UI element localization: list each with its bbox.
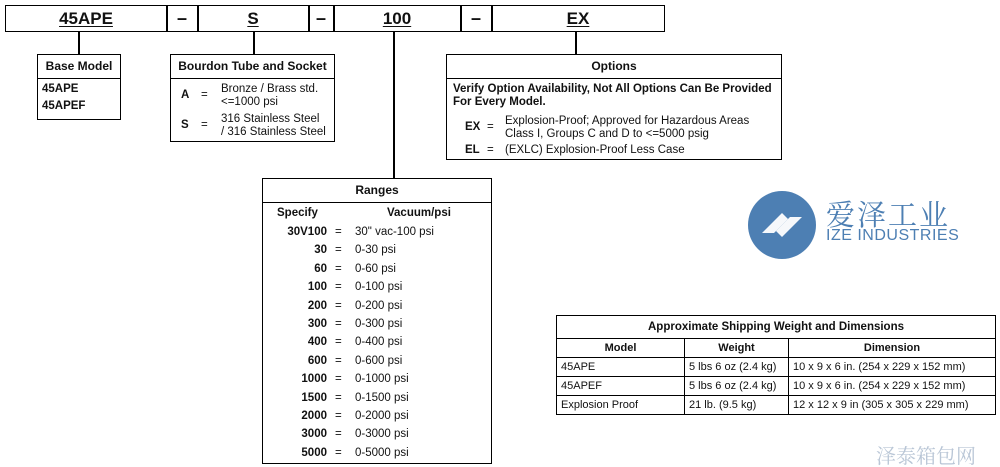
code-base-text: 45APE <box>59 8 113 28</box>
base-model-box <box>37 54 121 120</box>
options-note <box>453 83 772 109</box>
base-model-title: Base Model <box>38 55 120 79</box>
range-code: 30V100 <box>287 226 327 238</box>
range-value: 0-300 psi <box>355 318 403 330</box>
range-value: 0-5000 psi <box>355 446 409 459</box>
range-code: 60 <box>314 262 327 275</box>
option-code: EL <box>465 144 480 156</box>
range-value: 0-60 psi <box>355 262 396 275</box>
range-value: 0-100 psi <box>355 281 403 294</box>
range-eq: = <box>335 373 342 386</box>
range-value: 0-2000 psi <box>355 410 409 422</box>
option-code: EX <box>465 121 481 133</box>
range-code: 30 <box>314 244 327 257</box>
shipping-title: Approximate Shipping Weight and Dimensions <box>557 316 996 339</box>
bourdon-desc-line: / 316 Stainless Steel <box>221 126 326 138</box>
code-range-text: 100 <box>382 8 412 28</box>
bourdon-desc-line: <=1000 psi <box>221 96 278 108</box>
range-code: 1000 <box>301 373 327 386</box>
shipping-header-model: Model <box>557 339 685 358</box>
table-row <box>557 396 996 415</box>
watermark-en: IZE INDUSTRIES <box>826 227 960 244</box>
code-options-text: EX <box>566 8 590 28</box>
connector-base <box>78 32 80 54</box>
options-note-line: For Every Model. <box>453 96 546 108</box>
options-title: Options <box>447 55 781 79</box>
range-value: 0-600 psi <box>355 354 403 367</box>
range-eq: = <box>335 410 342 422</box>
shipping-cell: 10 x 9 x 6 in. (254 x 229 x 152 mm) <box>789 377 996 396</box>
range-code: 600 <box>307 354 327 367</box>
range-eq: = <box>335 446 342 459</box>
code-dash-2: – <box>315 8 326 28</box>
shipping-header-dimension: Dimension <box>789 339 996 358</box>
table-row <box>557 377 996 396</box>
bourdon-code: S <box>181 119 189 131</box>
range-eq: = <box>335 244 342 257</box>
range-eq: = <box>335 354 342 367</box>
code-segment-base <box>6 6 166 31</box>
range-eq: = <box>335 299 342 312</box>
code-dash-3: – <box>470 8 481 28</box>
bourdon-tube-title: Bourdon Tube and Socket <box>171 55 334 79</box>
range-value: 0-1500 psi <box>355 391 409 404</box>
code-segment-options <box>492 6 664 31</box>
range-eq: = <box>335 262 342 275</box>
range-value: 30" vac-100 psi <box>355 226 434 238</box>
option-eq: = <box>487 121 494 133</box>
option-desc: (EXLC) Explosion-Proof Less Case <box>505 144 685 156</box>
range-code: 100 <box>307 281 327 294</box>
shipping-cell: 5 lbs 6 oz (2.4 kg) <box>685 358 789 377</box>
code-dash-1: – <box>176 8 187 28</box>
options-box <box>446 54 782 160</box>
shipping-cell: 45APE <box>557 358 685 377</box>
option-desc-line: Class I, Groups C and D to <=5000 psig <box>505 128 709 140</box>
range-code: 5000 <box>301 446 327 459</box>
range-code: 3000 <box>301 428 327 441</box>
watermark-cn: 爱泽工业 <box>826 198 951 232</box>
range-value: 0-30 psi <box>355 244 396 257</box>
code-segment-range <box>334 6 460 31</box>
range-value: 0-400 psi <box>355 336 403 349</box>
connector-range <box>393 32 395 178</box>
options-note-line: Verify Option Availability, Not All Options Can Be Provided <box>453 83 772 95</box>
shipping-table <box>556 315 996 415</box>
base-model-item: 45APEF <box>42 100 86 112</box>
shipping-cell: 45APEF <box>557 377 685 396</box>
connector-tube <box>253 32 255 54</box>
table-row <box>557 358 996 377</box>
bourdon-desc <box>221 83 318 109</box>
ranges-col-vacuum: Vacuum/psi <box>387 207 451 219</box>
option-desc <box>505 115 749 141</box>
ranges-box <box>262 178 492 464</box>
shipping-cell: 5 lbs 6 oz (2.4 kg) <box>685 377 789 396</box>
bourdon-eq: = <box>201 119 208 131</box>
ize-logo-icon <box>748 191 816 259</box>
shipping-box <box>556 315 996 419</box>
bourdon-desc-line: Bronze / Brass std. <box>221 83 319 95</box>
bourdon-tube-box <box>170 54 335 142</box>
shipping-cell: 10 x 9 x 6 in. (254 x 229 x 152 mm) <box>789 358 996 377</box>
bourdon-code: A <box>181 89 190 101</box>
base-model-item: 45APE <box>42 83 79 95</box>
ranges-title: Ranges <box>263 179 491 203</box>
connector-options <box>575 32 577 54</box>
range-eq: = <box>335 318 342 330</box>
range-code: 1500 <box>301 391 327 404</box>
range-code: 400 <box>307 336 327 349</box>
range-eq: = <box>335 336 342 349</box>
bourdon-eq: = <box>201 89 208 101</box>
range-eq: = <box>335 428 342 441</box>
range-value: 0-3000 psi <box>355 428 409 441</box>
model-code-bar <box>5 5 665 32</box>
ranges-col-specify: Specify <box>277 207 318 219</box>
range-eq: = <box>335 226 342 238</box>
range-code: 2000 <box>301 410 327 422</box>
range-eq: = <box>335 281 342 294</box>
option-eq: = <box>487 144 494 156</box>
range-value: 0-1000 psi <box>355 373 409 386</box>
range-value: 0-200 psi <box>355 299 403 312</box>
bourdon-desc-line: 316 Stainless Steel <box>221 113 320 125</box>
range-code: 200 <box>307 299 327 312</box>
footer-watermark: 泽泰箱包网 <box>876 444 976 467</box>
bourdon-desc <box>221 113 326 139</box>
code-tube-text: S <box>247 8 259 28</box>
code-segment-tube <box>198 6 308 31</box>
shipping-cell: Explosion Proof <box>557 396 685 415</box>
range-eq: = <box>335 391 342 404</box>
shipping-cell: 21 lb. (9.5 kg) <box>685 396 789 415</box>
range-code: 300 <box>307 318 327 330</box>
option-desc-line: Explosion-Proof; Approved for Hazardous Areas <box>505 115 750 127</box>
shipping-cell: 12 x 12 x 9 in (305 x 305 x 229 mm) <box>789 396 996 415</box>
shipping-header-weight: Weight <box>685 339 789 358</box>
